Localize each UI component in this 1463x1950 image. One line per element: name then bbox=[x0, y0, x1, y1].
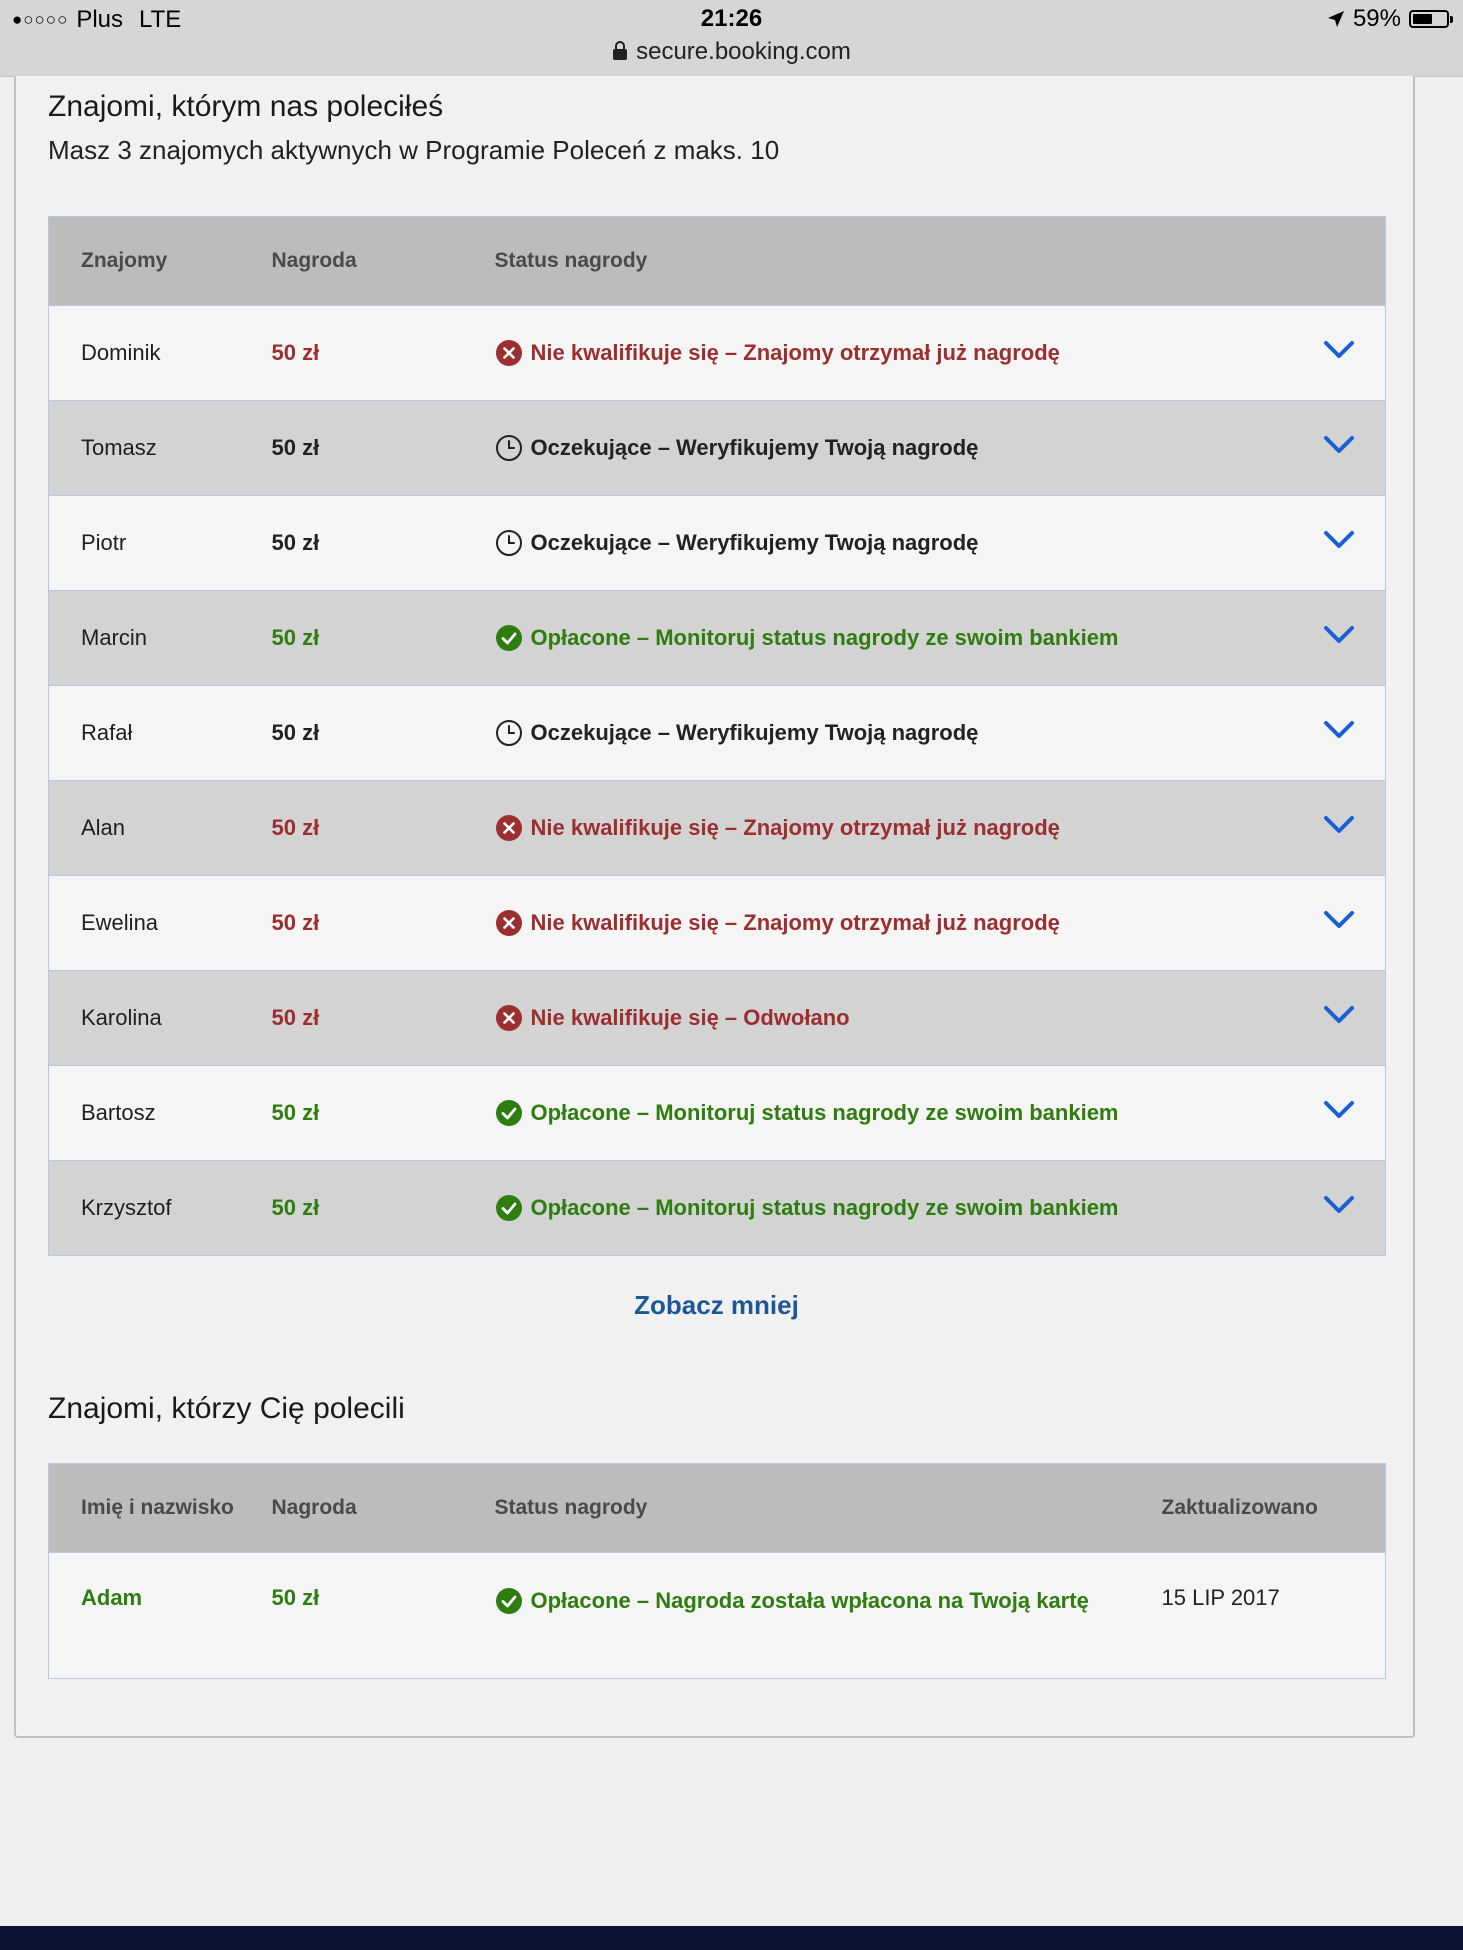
reward-status bbox=[495, 909, 1286, 937]
col-header-reward: Nagroda bbox=[272, 217, 495, 306]
expand-cell[interactable] bbox=[1286, 1161, 1386, 1256]
carrier-name: Plus bbox=[76, 6, 124, 33]
reward-status-text: Opłacone – Monitoruj status nagrody ze swoim bankiem bbox=[530, 1195, 1119, 1220]
friend-name-cell bbox=[49, 686, 272, 781]
expand-cell[interactable] bbox=[1286, 686, 1386, 781]
section1-subtitle: Masz 3 znajomych aktywnych w Programie Poleceń z maks. 10 bbox=[48, 135, 780, 165]
reward-cell bbox=[272, 1553, 495, 1679]
signal-strength-icon: ●○○○○ bbox=[12, 10, 69, 29]
reward-status-text: Nie kwalifikuje się – Znajomy otrzymał już nagrodę bbox=[530, 910, 1060, 935]
col-header-expand bbox=[1286, 217, 1386, 306]
reward-amount: 50 zł bbox=[271, 1585, 320, 1610]
reward-cell bbox=[272, 496, 495, 591]
lock-icon bbox=[612, 41, 628, 61]
reward-cell bbox=[272, 781, 495, 876]
status-cell bbox=[495, 1066, 1286, 1161]
browser-bottom-bar bbox=[0, 1926, 1463, 1950]
friend-name-cell bbox=[49, 306, 272, 401]
table-row[interactable] bbox=[49, 1066, 1386, 1161]
table-row[interactable] bbox=[49, 591, 1386, 686]
reward-status bbox=[495, 1194, 1286, 1222]
reward-status-text: Opłacone – Nagroda została wpłacona na Twoją kartę bbox=[530, 1588, 1089, 1613]
reward-cell bbox=[272, 971, 495, 1066]
friend-name-cell bbox=[49, 876, 272, 971]
reward-status-text: Nie kwalifikuje się – Znajomy otrzymał już nagrodę bbox=[530, 815, 1060, 840]
referred-friends-table bbox=[48, 216, 1386, 1256]
battery-icon bbox=[1409, 10, 1449, 28]
reward-amount: 50 zł bbox=[271, 625, 320, 650]
status-cell bbox=[495, 876, 1286, 971]
friend-name: Karolina bbox=[81, 1005, 162, 1030]
expand-cell[interactable] bbox=[1286, 876, 1386, 971]
address-bar[interactable] bbox=[0, 38, 1463, 66]
reward-status bbox=[495, 1099, 1286, 1127]
friend-name: Ewelina bbox=[81, 910, 159, 935]
section1-title: Znajomi, którym nas poleciłeś bbox=[48, 90, 444, 123]
clock: 21:26 bbox=[700, 5, 763, 32]
friend-name-cell bbox=[49, 971, 272, 1066]
reward-status bbox=[495, 814, 1286, 842]
section2-title: Znajomi, którzy Cię polecili bbox=[48, 1392, 405, 1425]
chevron-down-icon[interactable] bbox=[1323, 720, 1355, 740]
status-cell bbox=[495, 306, 1286, 401]
status-cell bbox=[495, 1553, 1162, 1679]
reward-status bbox=[495, 434, 1286, 462]
friend-name-cell bbox=[49, 496, 272, 591]
battery-fill bbox=[1413, 14, 1432, 24]
friend-name-cell bbox=[49, 591, 272, 686]
table-row[interactable] bbox=[49, 496, 1386, 591]
reward-status bbox=[495, 1585, 1102, 1624]
status-cell bbox=[495, 401, 1286, 496]
check-circle-icon bbox=[495, 1194, 523, 1222]
reward-cell bbox=[272, 401, 495, 496]
friend-name: Piotr bbox=[81, 530, 127, 555]
status-cell bbox=[495, 591, 1286, 686]
reward-cell bbox=[272, 686, 495, 781]
referrals-card bbox=[14, 76, 1415, 1738]
reward-status-text: Nie kwalifikuje się – Odwołano bbox=[530, 1005, 850, 1030]
url-text: secure.booking.com bbox=[636, 38, 851, 65]
reward-status bbox=[495, 529, 1286, 557]
chevron-down-icon[interactable] bbox=[1323, 1005, 1355, 1025]
chevron-down-icon[interactable] bbox=[1323, 815, 1355, 835]
col-header-reward: Nagroda bbox=[272, 1464, 495, 1553]
col-header-status: Status nagrody bbox=[495, 217, 1286, 306]
friend-name: Tomasz bbox=[81, 435, 157, 460]
friend-name-cell bbox=[49, 1161, 272, 1256]
ios-status-bar bbox=[0, 0, 1463, 77]
friend-name-cell bbox=[49, 401, 272, 496]
chevron-down-icon[interactable] bbox=[1323, 1195, 1355, 1215]
col-header-updated: Zaktualizowano bbox=[1162, 1464, 1386, 1553]
friend-name-cell bbox=[49, 1066, 272, 1161]
check-circle-icon bbox=[495, 624, 523, 652]
reward-cell bbox=[272, 1161, 495, 1256]
friend-name: Dominik bbox=[81, 340, 161, 365]
expand-cell[interactable] bbox=[1286, 971, 1386, 1066]
status-cell bbox=[495, 496, 1286, 591]
reward-amount: 50 zł bbox=[271, 815, 320, 840]
reward-amount: 50 zł bbox=[271, 910, 320, 935]
referrers-table bbox=[48, 1463, 1386, 1679]
table-row[interactable] bbox=[49, 686, 1386, 781]
reward-amount: 50 zł bbox=[271, 1005, 320, 1030]
referrer-name: Adam bbox=[81, 1585, 143, 1610]
reward-status-text: Opłacone – Monitoruj status nagrody ze swoim bankiem bbox=[530, 625, 1119, 650]
expand-cell[interactable] bbox=[1286, 401, 1386, 496]
referrers-rows bbox=[49, 1553, 1386, 1679]
reward-status-text: Opłacone – Monitoruj status nagrody ze swoim bankiem bbox=[530, 1100, 1119, 1125]
error-circle-icon bbox=[495, 909, 523, 937]
expand-cell[interactable] bbox=[1286, 306, 1386, 401]
reward-cell bbox=[272, 591, 495, 686]
reward-status-text: Oczekujące – Weryfikujemy Twoją nagrodę bbox=[530, 435, 979, 460]
clock-icon bbox=[495, 529, 523, 557]
table-row[interactable] bbox=[49, 401, 1386, 496]
reward-cell bbox=[272, 1066, 495, 1161]
table-row[interactable] bbox=[49, 306, 1386, 401]
table-row bbox=[49, 1553, 1386, 1679]
check-circle-icon bbox=[495, 1587, 523, 1615]
network-type: LTE bbox=[139, 6, 182, 33]
status-right bbox=[1327, 5, 1449, 33]
status-cell bbox=[495, 971, 1286, 1066]
expand-cell[interactable] bbox=[1286, 496, 1386, 591]
col-header-friend: Znajomy bbox=[49, 217, 272, 306]
table-row[interactable] bbox=[49, 971, 1386, 1066]
friend-name-cell bbox=[49, 781, 272, 876]
reward-status bbox=[495, 624, 1286, 652]
chevron-down-icon[interactable] bbox=[1323, 340, 1355, 360]
reward-amount: 50 zł bbox=[271, 1100, 320, 1125]
friend-name: Krzysztof bbox=[81, 1195, 172, 1220]
friend-name: Rafał bbox=[81, 720, 133, 745]
error-circle-icon bbox=[495, 1004, 523, 1032]
table-row[interactable] bbox=[49, 1161, 1386, 1256]
expand-cell[interactable] bbox=[1286, 1066, 1386, 1161]
see-less-link[interactable]: Zobacz mniej bbox=[634, 1290, 799, 1320]
reward-status bbox=[495, 1004, 1286, 1032]
col-header-status: Status nagrody bbox=[495, 1464, 1162, 1553]
check-circle-icon bbox=[495, 1099, 523, 1127]
reward-status-text: Oczekujące – Weryfikujemy Twoją nagrodę bbox=[530, 720, 979, 745]
reward-cell bbox=[272, 306, 495, 401]
chevron-down-icon[interactable] bbox=[1323, 435, 1355, 455]
reward-status-text: Nie kwalifikuje się – Znajomy otrzymał już nagrodę bbox=[530, 340, 1060, 365]
col-header-name: Imię i nazwisko bbox=[49, 1464, 272, 1553]
chevron-down-icon[interactable] bbox=[1323, 625, 1355, 645]
friend-name: Bartosz bbox=[81, 1100, 156, 1125]
updated-cell bbox=[1162, 1553, 1386, 1679]
table-row[interactable] bbox=[49, 876, 1386, 971]
error-circle-icon bbox=[495, 814, 523, 842]
status-cell bbox=[495, 1161, 1286, 1256]
error-circle-icon bbox=[495, 339, 523, 367]
chevron-down-icon[interactable] bbox=[1323, 910, 1355, 930]
referred-friends-rows bbox=[49, 306, 1386, 1256]
chevron-down-icon[interactable] bbox=[1323, 530, 1355, 550]
status-cell bbox=[495, 686, 1286, 781]
reward-amount: 50 zł bbox=[271, 530, 320, 555]
clock-icon bbox=[495, 434, 523, 462]
battery-percent: 59% bbox=[1352, 5, 1401, 32]
reward-amount: 50 zł bbox=[271, 720, 320, 745]
reward-status bbox=[495, 339, 1286, 367]
referrer-name-cell bbox=[49, 1553, 272, 1679]
reward-cell bbox=[272, 876, 495, 971]
expand-cell[interactable] bbox=[1286, 781, 1386, 876]
table-row[interactable] bbox=[49, 781, 1386, 876]
friend-name: Marcin bbox=[81, 625, 148, 650]
reward-status bbox=[495, 719, 1286, 747]
friend-name: Alan bbox=[81, 815, 126, 840]
reward-amount: 50 zł bbox=[271, 435, 320, 460]
updated-date: 15 LIP 2017 bbox=[1161, 1585, 1280, 1610]
reward-amount: 50 zł bbox=[271, 1195, 320, 1220]
location-arrow-icon bbox=[1327, 10, 1345, 28]
chevron-down-icon[interactable] bbox=[1323, 1100, 1355, 1120]
clock-icon bbox=[495, 719, 523, 747]
expand-cell[interactable] bbox=[1286, 591, 1386, 686]
status-cell bbox=[495, 781, 1286, 876]
reward-status-text: Oczekujące – Weryfikujemy Twoją nagrodę bbox=[530, 530, 979, 555]
reward-amount: 50 zł bbox=[271, 340, 320, 365]
